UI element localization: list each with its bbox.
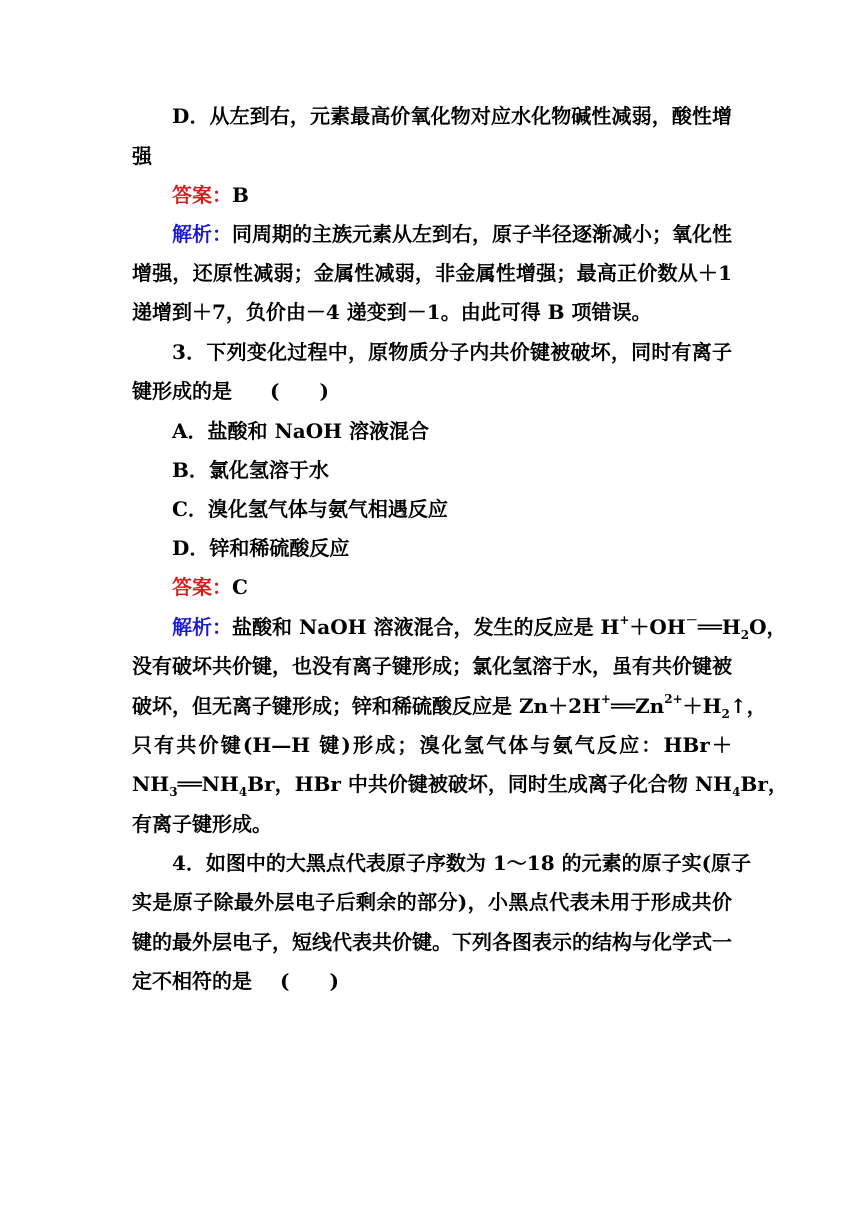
analysis-text: ══Zn: [610, 694, 665, 718]
analysis-text: Br，HBr 中共价键被破坏，同时生成离子化合物 NH: [247, 772, 733, 796]
subscript: 2: [740, 628, 750, 642]
analysis-text: Br，: [740, 772, 788, 796]
analysis-text: ↑，: [729, 694, 767, 718]
q4-stem-line4: [132, 966, 732, 996]
q3-option-c: C．溴化氢气体与氨气相遇反应: [172, 497, 448, 521]
q3-answer: [172, 572, 732, 602]
q2-option-d-line1: D．从左到右，元素最高价氧化物对应水化物碱性减弱，酸性增: [172, 104, 732, 128]
superscript: －: [685, 613, 698, 628]
superscript: 2+: [664, 692, 683, 707]
analysis-text: NH: [132, 772, 170, 796]
superscript: +: [619, 613, 630, 628]
q2-option-d-line2: 强: [132, 144, 152, 168]
q3-stem-line1: 3．下列变化过程中，原物质分子内共价键被破坏，同时有离子: [172, 340, 732, 364]
analysis-text: 盐酸和 NaOH 溶液混合，发生的反应是 H: [232, 615, 620, 639]
stem-text: 键形成的是: [132, 379, 232, 403]
answer-paren: ( ): [270, 379, 329, 403]
q2-analysis-line1: [172, 219, 732, 249]
q3-analysis-line6: 有离子键形成。: [132, 812, 272, 836]
q3-analysis-line3: [132, 691, 767, 721]
q2-answer: [172, 180, 732, 210]
superscript: +: [600, 692, 611, 707]
q2-analysis-line3: 递增到＋7，负价由－4 递变到－1。由此可得 B 项错误。: [132, 300, 652, 324]
subscript: 4: [238, 785, 248, 799]
q3-analysis-line1: [172, 612, 787, 642]
subscript: 3: [169, 785, 178, 799]
analysis-text: ══NH: [177, 772, 239, 796]
q2-analysis-line2: 增强，还原性减弱；金属性减弱，非金属性增强；最高正价数从＋1: [132, 261, 732, 285]
subscript: 4: [732, 785, 741, 799]
analysis-label: 解析：: [172, 222, 232, 246]
q3-option-b: B．氯化氢溶于水: [172, 458, 329, 482]
q3-analysis-line4: 只有共价键(H—H 键)形成；溴化氢气体与氨气反应：HBr＋: [132, 733, 732, 757]
analysis-text: 同周期的主族元素从左到右，原子半径逐渐减小；氧化性: [232, 222, 732, 246]
analysis-text: ══H: [697, 615, 741, 639]
q3-option-d: D．锌和稀硫酸反应: [172, 536, 350, 560]
q4-stem-line2: 实是原子除最外层电子后剩余的部分)，小黑点代表未用于形成共价: [132, 890, 732, 914]
q4-stem-line3: 键的最外层电子，短线代表共价键。下列各图表示的结构与化学式一: [132, 930, 732, 954]
q3-stem-line2: [132, 376, 732, 406]
answer-label: 答案：: [172, 183, 232, 207]
q3-analysis-line2: 没有破坏共价键，也没有离子键形成；氯化氢溶于水，虽有共价键被: [132, 654, 732, 678]
analysis-text: O，: [749, 615, 787, 639]
q3-analysis-line5: [132, 769, 788, 799]
q3-option-a: A．盐酸和 NaOH 溶液混合: [172, 419, 430, 443]
q4-stem-line1: 4．如图中的大黑点代表原子序数为 1～18 的元素的原子实(原子: [172, 851, 752, 875]
analysis-text: 破坏，但无离子键形成；锌和稀硫酸反应是 Zn＋2H: [132, 694, 601, 718]
analysis-text: ＋OH: [629, 615, 686, 639]
analysis-label: 解析：: [172, 615, 232, 639]
answer-label: 答案：: [172, 575, 232, 599]
answer-value: B: [232, 183, 249, 207]
subscript: 2: [721, 707, 730, 721]
analysis-text: ＋H: [682, 694, 722, 718]
answer-paren: ( ): [280, 969, 339, 993]
stem-text: 定不相符的是: [132, 969, 252, 993]
answer-value: C: [232, 575, 248, 599]
